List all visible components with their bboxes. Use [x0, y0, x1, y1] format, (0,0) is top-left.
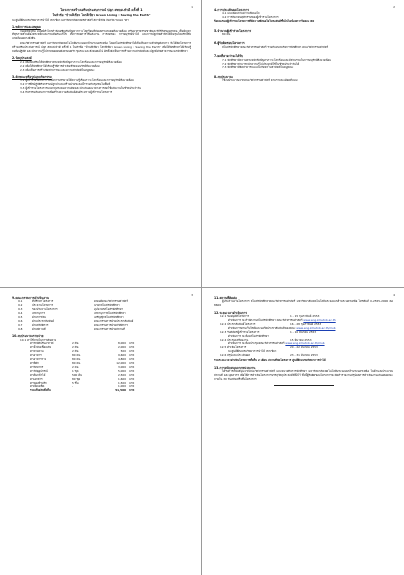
committee-number: 9.8 [18, 326, 23, 331]
timeline-label: 12.5 ดำเนินโครงการ [220, 345, 247, 350]
budget-amount: 1,600 [117, 376, 126, 381]
committee-role: ฝ่ายการเงิน [32, 315, 46, 320]
section-heading: 2.วัตถุประสงค์ [12, 56, 32, 61]
committee-role: เลขานุการ [32, 311, 45, 316]
page-number: 4 [393, 293, 395, 297]
list-item: 2.2 เพื่อให้นักศึกษาได้เรียนรู้วิธีการดำเนินชีวิตแบบรักษ์สิ่งแวดล้อม [20, 63, 100, 68]
budget-unit: บาท [129, 372, 135, 377]
budget-quantity: 80 ชุด [72, 376, 81, 381]
list-item: 7.2 นักศึกษาสามารถนำความรู้ไปประยุกต์ใช้ในชีวิตประจำวันได้ [222, 61, 300, 66]
section-heading: 6.ผู้รับผิดชอบโครงการ [214, 41, 245, 46]
committee-role: ที่ปรึกษาโครงการ [32, 299, 54, 304]
section-heading: 8.งบประมาณ [214, 74, 233, 79]
list-item: 7.3 นักศึกษามีจิตสาธารณะและเกิดความสามัคคีในหมู่คณะ [222, 65, 294, 70]
section-heading: 10.งบประมาณรายจ่าย [12, 334, 44, 339]
committee-list [12, 300, 191, 331]
committee-number: 9.3 [18, 307, 23, 312]
budget-amount: 5,000 [117, 368, 126, 373]
committee-member: คณะกรรมการฝ่ายสถานที่ [94, 326, 125, 331]
committee-number: 9.1 [18, 299, 23, 304]
list-item: 3.4 กิจกรรมสันทนาการเพื่อสร้างความสัมพันธ์อันดีระหว่างผู้เข้าร่วมโครงการ [20, 90, 113, 95]
budget-item: ค่าต้นกล้าไม้ [30, 372, 46, 377]
budget-quantity: 2 คัน [72, 345, 79, 350]
timeline-detail-text: ดำเนินการผ่านเว็บไซต์และบอร์ดประชาสัมพันธ์ของคณะ [228, 325, 297, 330]
committee-number: 9.7 [18, 322, 23, 327]
budget-unit: บาท [129, 384, 135, 389]
budget-item: ค่าอาหารว่าง [30, 357, 47, 362]
page-number: 3 [191, 293, 193, 297]
budget-unit: บาท [129, 357, 135, 362]
paragraph: 80 คน [222, 32, 231, 37]
committee-number: 9.4 [18, 311, 23, 316]
timeline-detail-text: ดำเนินการ ณ สำนักงานสโมสรนักศึกษา คณะวิศวกรรมศาสตร์ [228, 318, 304, 323]
budget-quantity: 80 คน [72, 361, 81, 365]
timeline-detail-text: ดำเนินการ ณ ห้องประชุมคณะวิศวกรรมศาสตร์ [228, 341, 286, 346]
budget-unit: บาท [129, 361, 135, 365]
committee-role: ประธานโครงการ [32, 303, 53, 308]
committee-member: อุปนายกสโมสรนักศึกษา [94, 307, 124, 312]
section-heading: 1.หลักการและเหตุผล [12, 25, 41, 30]
page-number: 2 [393, 5, 395, 9]
budget-unit: บาท [129, 341, 135, 346]
committee-member: คณะกรรมการฝ่ายสวัสดิการ [94, 322, 128, 327]
budget-item: ค่าที่พัก [30, 361, 39, 365]
budget-quantity: 5 ชิ้น [72, 380, 79, 385]
end-rule [274, 385, 334, 386]
budget-item: ค่าวัสดุอุปกรณ์ [30, 368, 48, 373]
timeline-date: 23 - 31 มีนาคม 2553 [290, 353, 318, 358]
list-item: 2.1 เพื่อส่งเสริมให้นักศึกษาตระหนักถึงปัญหาภาวะโลกร้อนและการอนุรักษ์สิ่งแวดล้อม [20, 59, 122, 64]
budget-amount: 1,000 [117, 384, 126, 389]
timeline-label: 12.1 ขออนุมัติโครงการ [220, 314, 249, 319]
committee-number: 9.2 [18, 303, 23, 308]
list-item: 4.1 แบบสอบถามความพึงพอใจ [222, 11, 260, 16]
section-heading: 12.ระยะเวลาดำเนินการ [214, 310, 248, 315]
budget-total-unit: บาท [129, 388, 135, 393]
budget-item: ค่าของที่ระลึก [30, 380, 47, 385]
budget-quantity: 1 ชุด [72, 368, 79, 373]
document-title: โครงการสร้างเสริมประสบการณ์ ปลุก สทบส.ทำดี ครั้งที่ 1 [60, 8, 143, 12]
budget-unit: บาท [129, 380, 135, 385]
timeline-date: 15 มีนาคม 2553 [290, 337, 312, 342]
section-heading: 13.การสนับสนุนจากหน่วยงาน [214, 365, 256, 370]
budget-subheading: 10.1 ค่าใช้จ่ายในการเดินทาง [20, 337, 57, 342]
committee-number: 9.5 [18, 315, 23, 320]
paragraph: ผู้ประสานงานโครงการ สโมสรนักศึกษาคณะวิศวกรรมศาสตร์ มหาวิทยาลัยเทคโนโลยีพระจอมเกล้าพระนครเหนือ โทรศัพท์ 0-2555-2000 ต่อ 8600 [214, 299, 393, 308]
timeline-date: 20 - 22 มีนาคม 2553 [290, 345, 318, 350]
section-heading: 5.จำนวนผู้เข้าร่วมโครงการ [214, 28, 252, 33]
budget-amount: 2,000 [117, 345, 126, 350]
budget-quantity: 80 คน [72, 357, 81, 362]
page-2 [202, 0, 403, 287]
timeline-label: 12.2 ประชาสัมพันธ์โครงการ [220, 321, 256, 326]
committee-row [12, 328, 191, 332]
timeline-label: 12.6 สรุปและประเมินผล [220, 353, 250, 358]
section-heading: 9.คณะกรรมการดำเนินงาน [12, 296, 49, 300]
section-heading: 4.การประเมินผลโครงการ [214, 8, 249, 12]
committee-role: ฝ่ายสวัสดิการ [32, 322, 49, 327]
paragraph: ได้รับการสนับสนุนจากคณะวิศวกรรมศาสตร์ และหน่วยกิจการนักศึกษา มหาวิทยาลัยเทคโนโลยีพระจอมเกล้าพระนครเหนือ ในด้านงบประมาณ สถานที่ และบุคลากร เพื่อให้การดำเนินโครงการบรรลุวัตถุประสงค์ที่ตั้งไว้ ทั้งนี้ผู้รับผิดชอบโครงการจะจัดทำรายงานสรุปผลการดำเนินงานเสนอต่อคณะภายใน 30 วันหลังเสร็จสิ้นโครงการ [214, 368, 393, 381]
budget-quantity: 80 คน [72, 353, 81, 358]
budget-total-value: 51,500 [115, 388, 126, 393]
budget-item: ค่าน้ำมันเชื้อเพลิง [30, 345, 52, 350]
budget-amount: 500 [120, 349, 126, 354]
budget-amount: 8,000 [117, 341, 126, 346]
timeline-label: 12.4 ประชุมเตรียมงาน [220, 337, 249, 342]
budget-item: ค่าวิทยากร [30, 364, 44, 369]
budget-unit: บาท [129, 364, 135, 369]
timeline-date: 1 - 10 มีนาคม 2553 [290, 329, 317, 334]
budget-amount: 12,000 [116, 361, 126, 365]
budget-amount: 2,500 [117, 372, 126, 377]
budget-amount: 4,800 [117, 357, 126, 362]
timeline-list [214, 315, 393, 358]
budget-amount: 3,000 [117, 364, 126, 369]
committee-role: ฝ่ายสถานที่ [32, 326, 46, 331]
budget-unit: บาท [129, 368, 135, 373]
timeline-label: 12.3 รับสมัครผู้เข้าร่วมโครงการ [220, 329, 260, 334]
timeline-detail-text: ณ ศูนย์ฝึกอบรมวิทยาการป่าไม้ เขาเขียว [228, 349, 277, 354]
page-number: 1 [191, 5, 193, 9]
budget-amount: 1,500 [117, 380, 126, 385]
paragraph: ในยุคปัจจุบัน มนุษย์ทั่วโลกกำลังเผชิญกับปัญหาภาวะโลกร้อนที่ส่งผลกระทบต่อสิ่งแวดล้อม ทรัพยากรธรรมชาติและวิถีชีวิตของทุกคน เป็นปัญหาที่ทุกภาคส่วนต้องตระหนักและร่วมมือกันแก้ไข ทั้งการลดการใช้พลังงาน การลดขยะ การอนุรักษ์ป่าไม้ และการปลูกจิตสำนึกให้คนรุ่นใหม่รักษ์สิ่งแวดล้อมอย่างยั่งยืน [12, 28, 191, 41]
paragraph: ใช้งบประมาณจากคณะวิศวกรรมศาสตร์ ตามรายละเอียดที่แนบ [222, 78, 298, 83]
budget-item: ค่าเบ็ดเตล็ด [30, 384, 45, 389]
budget-unit: บาท [129, 376, 135, 381]
list-item: 2.3 เพื่อเป็นการสร้างจิตสาธารณะและความสามัคคีในหมู่คณะ [20, 67, 95, 72]
committee-number: 9.6 [18, 318, 23, 323]
budget-quantity: 500 ต้น [72, 372, 82, 377]
timeline-date: 16 - 28 กุมภาพันธ์ 2553 [290, 321, 322, 326]
paragraph: ร้อยละของผู้เข้าร่วมโครงการที่มีความพึงพอใจในระดับดีขึ้นไปไม่น้อยกว่าร้อยละ 80 [214, 19, 315, 24]
budget-total-row [12, 389, 191, 393]
committee-member: เหรัญญิกสโมสรนักศึกษา [94, 315, 124, 320]
list-item: 3.2 การฝึกปฏิบัติกิจกรรมปลูกป่าและสร้างฝายชะลอน้ำร่วมกับชุมชนในพื้นที่ [20, 82, 111, 87]
budget-item: ค่าอาหาร [30, 353, 42, 358]
timeline-link[interactable]: www.eng.kmutnb.ac.th [303, 318, 336, 323]
page-3 [0, 288, 201, 575]
section-heading: 7.ผลที่คาดว่าจะได้รับ [214, 54, 244, 59]
budget-item: ค่ารถบัสปรับอากาศ [30, 341, 54, 346]
budget-quantity: - [72, 384, 74, 389]
page-4 [202, 288, 403, 575]
paragraph: รวมระยะเวลาดำเนินโครงการทั้งสิ้น 2 เดือน สถานที่จัดโครงการ ศูนย์ฝึกอบรมวิทยาการป่าไม้ [214, 358, 326, 363]
list-item: 3.1 ผู้เข้าร่วมโครงการรับฟังการบรรยายให้ความรู้เรื่องภาวะโลกร้อนและการอนุรักษ์สิ่งแวดล้อม [20, 78, 134, 83]
timeline-link[interactable]: www.eng.kmutnb.ac.th/club [296, 325, 336, 330]
section-heading: 3.ลักษณะหรือรูปแบบกิจกรรม [12, 75, 52, 80]
budget-unit: บาท [129, 345, 135, 350]
timeline-link[interactable]: www.eng.kmutnb.ac.th/club [285, 341, 325, 346]
document-organization: ณ ศูนย์ฝึกอบรมวิทยาการป่าไม้ เขาเขียว มหาวิทยาลัยเกษตรศาสตร์ สถานีวิจัย จังหวัด ระยอง ฯลฯ [12, 17, 129, 22]
committee-member: คณะกรรมการฝ่ายประชาสัมพันธ์ [94, 318, 134, 323]
document-subtitle: ในหัวข้อ "บ้านสีเขียว โลกสีเขียว Green Living : Saving the Earth" [52, 12, 151, 17]
timeline-date: 1 - 15 กุมภาพันธ์ 2553 [290, 314, 320, 319]
budget-quantity: 2 คน [72, 364, 79, 369]
list-item: 7.1 นักศึกษามีความตระหนักถึงปัญหาภาวะโลกร้อนและมีส่วนร่วมในการอนุรักษ์สิ่งแวดล้อม [222, 57, 332, 62]
committee-role: ฝ่ายประชาสัมพันธ์ [32, 318, 55, 323]
budget-unit: บาท [129, 349, 135, 354]
budget-unit: บาท [129, 353, 135, 358]
section-heading: 11.สถานที่ติดต่อ [214, 296, 238, 300]
committee-member: เลขานุการสโมสรนักศึกษา [94, 311, 126, 316]
page-1 [0, 0, 201, 287]
list-item: 4.2 การสังเกตพฤติกรรมของผู้เข้าร่วมโครงการ [222, 15, 279, 20]
budget-table [12, 342, 191, 389]
timeline-detail-text: ดำเนินการ ณ ห้องสโมสรนักศึกษา [228, 333, 269, 338]
budget-amount: 9,600 [117, 353, 126, 358]
committee-member: นายกสโมสรนักศึกษา [94, 303, 120, 308]
committee-role: รองประธานโครงการ [32, 307, 58, 312]
committee-member: คณบดีคณะวิศวกรรมศาสตร์ [94, 299, 128, 304]
budget-quantity: 2 คัน [72, 349, 79, 354]
list-item: 3.3 ผู้เข้าร่วมโครงการแบ่งกลุ่มระดมความคิดและนำเสนอแนวทางการลดใช้พลังงานในชีวิตประจำวัน [20, 86, 141, 91]
paragraph: สโมสรนักศึกษาคณะวิศวกรรมศาสตร์ ร่วมกับหน่วยกิจการนักศึกษา คณะวิศวกรรมศาสตร์ [222, 44, 329, 49]
paragraph: คณะวิศวกรรมศาสตร์ มหาวิทยาลัยเทคโนโลยีพระจอมเกล้าพระนครเหนือ โดยสโมสรนักศึกษาได้เล็งเห็นความสำคัญดังกล่าว จึงได้จัดโครงการสร้างเสริมประสบการณ์ ปลุก สทบส.ทำดี ครั้งที่ 1 ในหัวข้อ "บ้านสีเขียว โลกสีเขียว Green Living : Saving the Earth" เพื่อให้นักศึกษาได้เรียนรู้ ลงมือปฏิบัติ และนำความรู้ไปถ่ายทอดต่อยังครอบครัว ชุมชน และสังคมต่อไป อีกทั้งยังเป็นการสร้างความสามัคคีและปลูกฝังจิตสาธารณะแก่นักศึกษา [12, 41, 191, 54]
budget-item: ค่าทางด่วน [30, 349, 44, 354]
budget-total-label: รวมเป็นเงินทั้งสิ้น [30, 388, 51, 393]
budget-quantity: 2 คัน [72, 341, 79, 346]
budget-item: ค่าเอกสาร [30, 376, 43, 381]
